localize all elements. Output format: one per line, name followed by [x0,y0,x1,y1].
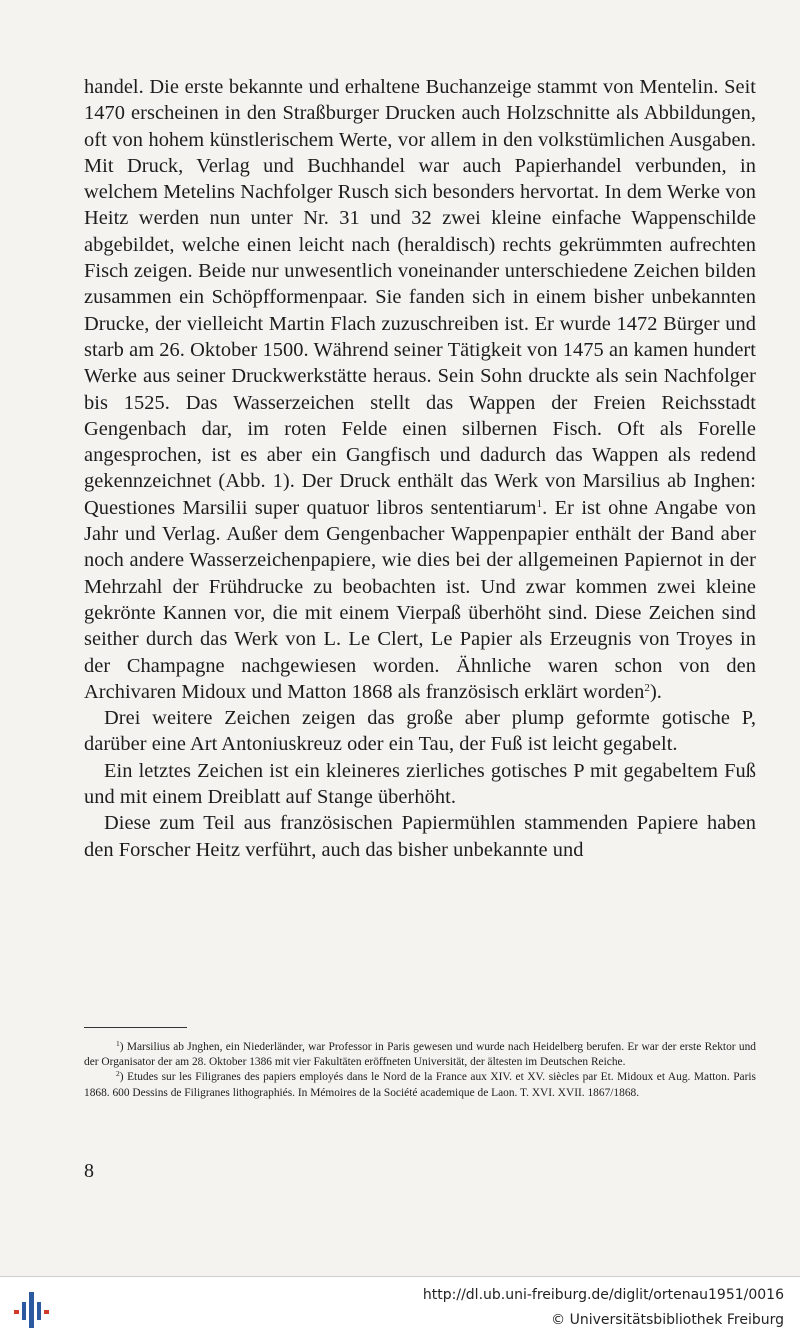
paragraph-4: Diese zum Teil aus französischen Papiermühlen stammenden Papiere haben den Forscher Heitz verführt, auch das bisher unbekannte und [84,812,756,861]
paragraph-2: Drei weitere Zeichen zeigen das große aber plump geformte gotische P, darüber eine Art Antoniuskreuz oder ein Tau, der Fuß ist leicht gegabelt. [84,707,756,756]
footer-url-link[interactable]: http://dl.ub.uni-freiburg.de/diglit/ortenau1951/0016 [422,1287,784,1303]
page-body [84,74,756,863]
footnote-1-mark: 1 [116,1039,120,1048]
footnote-ref-1[interactable]: 1 [536,497,543,510]
paragraph-1 [84,74,756,705]
footnote-2-mark: 2 [116,1069,120,1079]
paragraph-3: Ein letztes Zeichen ist ein kleineres zierliches gotisches P mit gegabeltem Fuß und mit einem Dreiblatt auf Stange überhöht. [84,759,756,809]
footer-copyright: © Universitätsbibliothek Freiburg [551,1312,784,1328]
page-number: 8 [84,1160,94,1182]
paragraph-1-continued: . Er ist ohne Angabe von Jahr und Verlag. Außer dem Gengenbacher Wappenpapier enthält der Band aber noch andere Wasserzeichenpapiere, wie dies bei der allgemeinen Papiernot in der Mehrzahl der Frühdrucke zu beobachten ist. Und zwar kommen zwei kleine gekrönte Kannen vor, die mit einem Vierpaß überhöht sind. Diese Zeichen sind seither durch das Werk von L. Le Clert, Le Papier als Erzeugnis von Troyes in der Champagne nachgewiesen worden. Ähnliche waren schon von den Archivaren Midoux und Matton 1868 als französisch erklärt worden [84,496,756,703]
footnote-2 [84,1070,756,1100]
ub-freiburg-logo-icon[interactable] [12,1290,52,1330]
footnotes [84,1040,756,1101]
footnote-1 [84,1040,756,1070]
footnote-divider [84,1027,187,1028]
paragraph-1-text: handel. Die erste bekannte und erhaltene Buchanzeige stammt von Mentelin. Seit 1470 erscheinen in den Straßburger Drucken auch Holzschnitte als Abbildungen, oft von hohem künstlerischem Werte, vor allem in den volkstümlichen Ausgaben. Mit Druck, Verlag und Buchhandel war auch Papierhandel verbunden, in welchem Metelins Nachfolger Rusch sich besonders hervortat. In dem Werke von Heitz werden nun unter Nr. 31 und 32 zwei kleine einfache Wappenschilde abgebildet, welche einen leicht nach (heraldisch) rechts gekrümmten aufrechten Fisch zeigen. Beide nur unwesentlich voneinander unterschiedene Zeichen bilden zusammen ein Schöpfformenpaar. Sie fanden sich in einem bisher unbekannten Drucke, der vielleicht Martin Flach zuzuschreiben ist. Er wurde 1472 Bürger und starb am 26. Oktober 1500. Während seiner Tätigkeit von 1475 an kamen hundert Werke aus seiner Druckwerkstätte heraus. Sein Sohn druckte als sein Nachfolger bis 1525. Das Wasserzeichen stellt das Wappen der Freien Reichsstadt Gengenbach dar, im roten Felde einen silbernen Fisch. Oft als Forelle angesprochen, ist es aber ein Gangfisch und dadurch das Wappen als redend gekennzeichnet (Abb. 1). Der Druck enthält das Werk von Marsilius ab Inghen: Questiones Marsilii super quatuor libros sententiarum [84,76,756,519]
footnote-1-text: ) Marsilius ab Jnghen, ein Niederländer, war Professor in Paris gewesen und wurde nach Heidelberg berufen. Er war der erste Rektor und der Organisator der am 28. Oktober 1386 mit vier Fakultäten eröffneten Universität, der ältesten im Deutschen Reiche. [84,1041,756,1069]
footer-bar [0,1276,800,1337]
paragraph-1-end: ). [649,680,662,703]
footnote-2-text: ) Etudes sur les Filigranes des papiers employés dans le Nord de la France aux XIV. et XV. siècles par Et. Midoux et Aug. Matton. Paris 1868. 600 Dessins de Filigranes lithographiés. In Mémoires de la Société academique de Laon. T. XVI. XVII. 1867/1868. [84,1071,756,1099]
main-text [84,74,756,863]
footnote-ref-2[interactable]: 2 [644,681,650,694]
